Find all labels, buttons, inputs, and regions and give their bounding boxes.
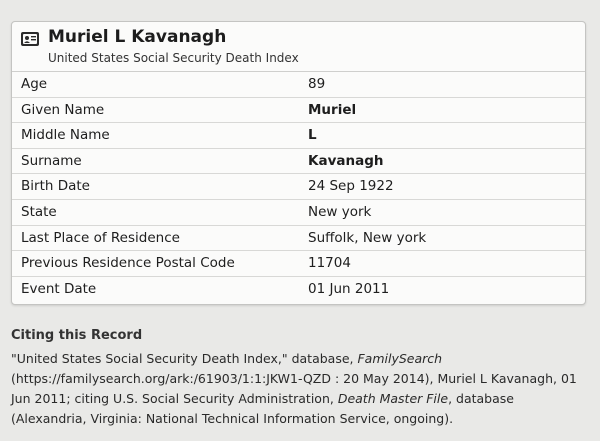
citation-source-death-master-file: Death Master File xyxy=(337,391,449,406)
field-value: 24 Sep 1922 xyxy=(308,178,394,195)
field-value: 89 xyxy=(308,76,326,92)
citation-part-2: (https://familysearch.org/ark:/61903/1:1:JKW1-QZD : 20 May 2014), Muriel L Kavanagh, 01 Jun 2011; citing U.S. Social Security Administration, xyxy=(11,371,577,406)
citation-section xyxy=(11,328,591,429)
record-fields xyxy=(12,72,585,302)
field-row-postal-code xyxy=(12,251,585,277)
field-label: Event Date xyxy=(21,280,97,297)
field-row-middle-name xyxy=(12,123,585,149)
citation-source-familysearch: FamilySearch xyxy=(357,351,443,366)
field-row-given-name xyxy=(12,98,585,124)
record-card xyxy=(11,21,586,305)
citation-part-3: , database (Alexandria, Virginia: National Technical Information Service, ongoing). xyxy=(11,391,514,426)
field-label: State xyxy=(21,203,57,220)
citation-part-1: "United States Social Security Death Index," database, xyxy=(11,351,358,366)
citation-heading: Citing this Record xyxy=(11,328,143,343)
field-value: Suffolk, New york xyxy=(308,229,427,246)
field-value: Muriel xyxy=(308,101,357,118)
field-value: New york xyxy=(308,203,372,220)
field-value: 11704 xyxy=(308,255,351,272)
field-row-birth-date xyxy=(12,174,585,200)
field-value: L xyxy=(308,127,317,144)
field-label: Last Place of Residence xyxy=(21,229,180,246)
field-row-age xyxy=(12,72,585,98)
field-label: Given Name xyxy=(21,101,105,118)
field-label: Age xyxy=(21,76,48,92)
field-label: Birth Date xyxy=(21,178,90,195)
field-label: Middle Name xyxy=(21,127,110,144)
citation-text xyxy=(11,349,591,429)
field-label: Previous Residence Postal Code xyxy=(21,255,235,272)
field-value: Kavanagh xyxy=(308,152,384,169)
record-title: Muriel L Kavanagh xyxy=(48,27,227,47)
field-row-last-residence xyxy=(12,226,585,252)
field-label: Surname xyxy=(21,152,82,169)
id-card-icon xyxy=(20,31,40,47)
field-row-surname xyxy=(12,149,585,175)
record-header xyxy=(12,22,585,72)
field-value: 01 Jun 2011 xyxy=(308,280,390,297)
field-row-event-date xyxy=(12,277,585,303)
record-collection: United States Social Security Death Index xyxy=(48,51,299,65)
field-row-state xyxy=(12,200,585,226)
